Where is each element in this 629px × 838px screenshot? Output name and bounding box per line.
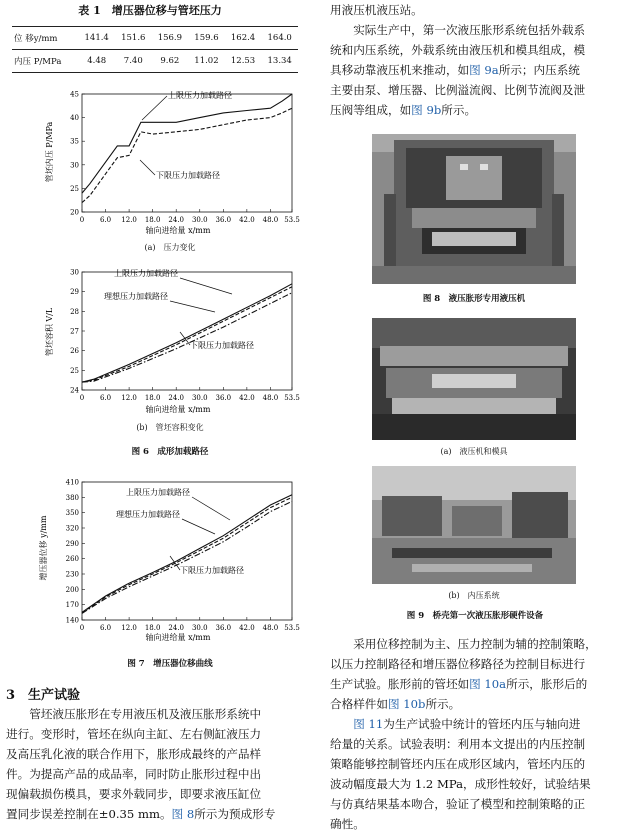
x-tick-label: 24.0 (168, 216, 185, 224)
x-tick-label: 36.0 (215, 216, 232, 224)
section-3-body (6, 704, 302, 824)
text-line: 及高压乳化液的联合作用下，胀形成最终的产品样 (6, 747, 262, 761)
x-tick-label: 36.0 (215, 624, 232, 632)
table-cell: 164.0 (261, 27, 298, 50)
fig6b-label-lower: 下限压力加载路径 (190, 341, 254, 350)
x-tick-label: 42.0 (239, 216, 255, 224)
text-span: 所示，胀形后的 (506, 677, 588, 691)
y-tick-label: 380 (65, 493, 79, 502)
row-label-pressure: 内压 P/MPa (12, 50, 78, 73)
text-line: 件。为提高产品的成品率，同时防止胀形过程中出 (6, 767, 262, 781)
table-cell: 156.9 (152, 27, 189, 50)
text-span: 具移动靠液压机来推动，如 (330, 63, 470, 77)
x-tick-label: 6.0 (99, 624, 112, 632)
y-tick-label: 45 (70, 90, 79, 99)
y-tick-label: 260 (65, 555, 79, 564)
fig7-leader-upper (192, 497, 230, 520)
text-line: 与仿真结果基本吻合，验证了模型和控制策略的正 (330, 797, 586, 811)
fig6a-leader-lower (140, 160, 155, 175)
text-line: 以压力控制路径和增压器位移路径为控制目标进行 (330, 657, 586, 671)
fig7-label-lower: 下限压力加载路径 (180, 566, 244, 575)
x-tick-label: 12.0 (121, 394, 137, 402)
x-tick-label: 48.0 (262, 394, 279, 402)
internal-pressure-system-picture (372, 466, 576, 584)
y-tick-label: 350 (65, 509, 79, 518)
text-line (330, 714, 626, 734)
y-tick-label: 170 (65, 601, 79, 610)
x-tick-label: 18.0 (144, 216, 161, 224)
fig6b-leader-upper (180, 278, 232, 294)
x-tick-label: 0 (79, 216, 85, 224)
table-cell: 13.34 (261, 50, 298, 73)
y-tick-label: 320 (65, 524, 79, 533)
y-tick-label: 40 (70, 114, 79, 123)
text-line (330, 60, 626, 80)
x-tick-label: 12.0 (121, 624, 137, 632)
y-tick-label: 27 (70, 327, 79, 336)
fig7-label-upper: 上限压力加载路径 (126, 488, 190, 497)
table-cell: 12.53 (225, 50, 262, 73)
link-fig9a[interactable]: 图 9a (469, 63, 499, 77)
fig6a-chart (30, 80, 300, 240)
fig9b-photo (372, 466, 576, 584)
series-line-2 (82, 108, 292, 202)
series-line-3 (82, 501, 292, 613)
x-tick-label: 12.0 (121, 216, 137, 224)
table-1-caption: 表 1 增压器位移与管坯压力 (78, 4, 222, 17)
fig6a-xlabel: 轴向进给量 x/mm (145, 226, 211, 235)
text-line: 策略能够控制管坯内压在成形区域内，管坯内压的 (330, 757, 586, 771)
y-tick-label: 140 (65, 616, 79, 625)
x-tick-label: 42.0 (239, 394, 255, 402)
text-span: 合格样件如 (330, 697, 388, 711)
table-cell: 162.4 (225, 27, 262, 50)
table-cell: 4.48 (78, 50, 115, 73)
fig6b-xlabel: 轴向进给量 x/mm (145, 405, 211, 414)
x-tick-label: 18.0 (144, 394, 161, 402)
table-1 (12, 26, 298, 73)
y-tick-label: 26 (70, 347, 79, 356)
x-tick-label: 24.0 (168, 394, 185, 402)
table-row (12, 27, 298, 50)
y-tick-label: 200 (65, 585, 79, 594)
text-line (330, 694, 626, 714)
fig6b-subcaption: (b) 管坯容积变化 (136, 423, 204, 432)
x-tick-label: 24.0 (168, 624, 185, 632)
text-line (330, 100, 626, 120)
text-line: 采用位移控制为主、压力控制为辅的控制策略， (330, 637, 597, 651)
text-line (330, 674, 626, 694)
table-cell: 141.4 (78, 27, 115, 50)
fig7-xlabel: 轴向进给量 x/mm (145, 633, 211, 642)
fig8-photo (372, 134, 576, 284)
x-tick-label: 0 (79, 624, 85, 632)
fig6a-subcaption: (a) 压力变化 (144, 243, 196, 252)
row-label-displacement: 位 移y/mm (12, 27, 78, 50)
x-tick-label: 48.0 (262, 624, 279, 632)
x-tick-label: 36.0 (215, 394, 232, 402)
text-line: 实际生产中，第一次液压胀形系统包括外载系 (330, 23, 586, 37)
x-tick-label: 18.0 (144, 624, 161, 632)
fig7-label-ideal: 理想压力加载路径 (116, 510, 180, 519)
fig6b-leader-ideal (170, 301, 215, 312)
link-fig10a[interactable]: 图 10a (469, 677, 507, 691)
fig7-ylabel: 增压器位移 y/mm (39, 515, 48, 581)
x-tick-label: 53.5 (284, 216, 300, 224)
table-cell: 151.6 (115, 27, 152, 50)
fig7-caption: 图 7 增压器位移曲线 (127, 659, 213, 669)
text-span: 所示。 (441, 103, 477, 117)
fig6b-label-upper: 上限压力加载路径 (114, 269, 178, 278)
link-fig11[interactable]: 图 11 (353, 717, 384, 731)
y-tick-label: 25 (70, 366, 79, 375)
fig6a-label-upper: 上限压力加载路径 (168, 91, 232, 100)
right-column-top-text (330, 0, 626, 120)
fig6a-label-lower: 下限压力加载路径 (156, 171, 220, 180)
fig6b-ylabel: 管坯容积 V/L (45, 307, 54, 357)
fig6a-ylabel: 管坯内压 P/MPa (45, 121, 54, 183)
text-span: 所示；内压系统 (498, 63, 580, 77)
x-tick-label: 48.0 (262, 216, 279, 224)
x-tick-label: 30.0 (191, 624, 208, 632)
link-fig8[interactable]: 图 8 (171, 807, 195, 821)
right-column-bottom-text (330, 634, 626, 834)
text-line: 主要由泵、增压器、比例溢流阀、比例节流阀及泄 (330, 83, 586, 97)
fig9b-subcaption: (b) 内压系统 (448, 591, 500, 600)
fig6b-chart (30, 262, 300, 420)
fig6b-label-ideal: 理想压力加载路径 (104, 292, 168, 301)
text-span: 所示为预成形专 (194, 807, 276, 821)
table-cell: 7.40 (115, 50, 152, 73)
y-tick-label: 35 (70, 137, 79, 146)
x-tick-label: 6.0 (99, 216, 112, 224)
x-tick-label: 53.5 (284, 624, 300, 632)
x-tick-label: 30.0 (191, 394, 208, 402)
y-tick-label: 230 (65, 570, 79, 579)
y-tick-label: 29 (70, 288, 79, 297)
fig6-caption: 图 6 成形加载路径 (131, 447, 209, 457)
y-tick-label: 410 (65, 478, 79, 487)
y-tick-label: 24 (70, 386, 79, 395)
text-line: 确性。 (330, 817, 365, 831)
text-line: 用液压机液压站。 (330, 3, 423, 17)
table-cell: 9.62 (152, 50, 189, 73)
hydraulic-press-picture (372, 134, 576, 284)
y-tick-label: 290 (65, 539, 79, 548)
text-span: 压阀等组成，如 (330, 103, 412, 117)
plot-frame (82, 94, 292, 212)
text-line: 管坯液压胀形在专用液压机及液压胀形系统中 (6, 707, 262, 721)
text-span: 置同步误差控制在±0.35 mm。 (6, 807, 172, 821)
text-line: 现偏载损伤模具，要求外载同步，即要求液压缸位 (6, 787, 262, 801)
y-tick-label: 25 (70, 184, 79, 193)
y-tick-label: 28 (70, 307, 79, 316)
x-tick-label: 42.0 (239, 624, 255, 632)
fig8-caption: 图 8 液压胀形专用液压机 (422, 294, 526, 304)
text-span: 为生产试验中统计的管坯内压与轴向进 (383, 717, 581, 731)
table-cell: 11.02 (188, 50, 225, 73)
text-span: 生产试验。胀形前的管坯如 (330, 677, 470, 691)
press-and-die-picture (372, 318, 576, 440)
x-tick-label: 30.0 (191, 216, 208, 224)
y-tick-label: 30 (70, 161, 79, 170)
text-line: 给量的关系。试验表明：利用本文提出的内压控制 (330, 737, 586, 751)
fig9a-photo (372, 318, 576, 440)
y-tick-label: 20 (70, 208, 79, 217)
x-tick-label: 53.5 (284, 394, 300, 402)
fig7-leader-ideal (182, 519, 215, 534)
plot-frame (82, 482, 292, 620)
fig7-chart (30, 468, 300, 648)
link-fig10b[interactable]: 图 10b (387, 697, 426, 711)
x-tick-label: 6.0 (99, 394, 112, 402)
text-line (6, 804, 302, 824)
fig9-caption: 图 9 桥壳第一次液压胀形硬件设备 (406, 611, 544, 621)
link-fig9b[interactable]: 图 9b (411, 103, 442, 117)
x-tick-label: 0 (79, 394, 85, 402)
text-span: 所示。 (425, 697, 461, 711)
fig9a-subcaption: (a) 液压机和模具 (440, 447, 508, 456)
section-3-heading: 3 生产试验 (6, 688, 81, 703)
text-line: 进行。变形时，管坯在纵向主缸、左右侧缸液压力 (6, 727, 262, 741)
text-line: 统和内压系统，外载系统由液压机和模具组成，模 (330, 43, 586, 57)
fig6a-leader-upper (142, 96, 167, 120)
text-line: 波动幅度最大为 1.2 MPa，成形性较好，试验结果 (330, 777, 591, 791)
table-cell: 159.6 (188, 27, 225, 50)
y-tick-label: 30 (70, 268, 79, 277)
table-row (12, 50, 298, 73)
